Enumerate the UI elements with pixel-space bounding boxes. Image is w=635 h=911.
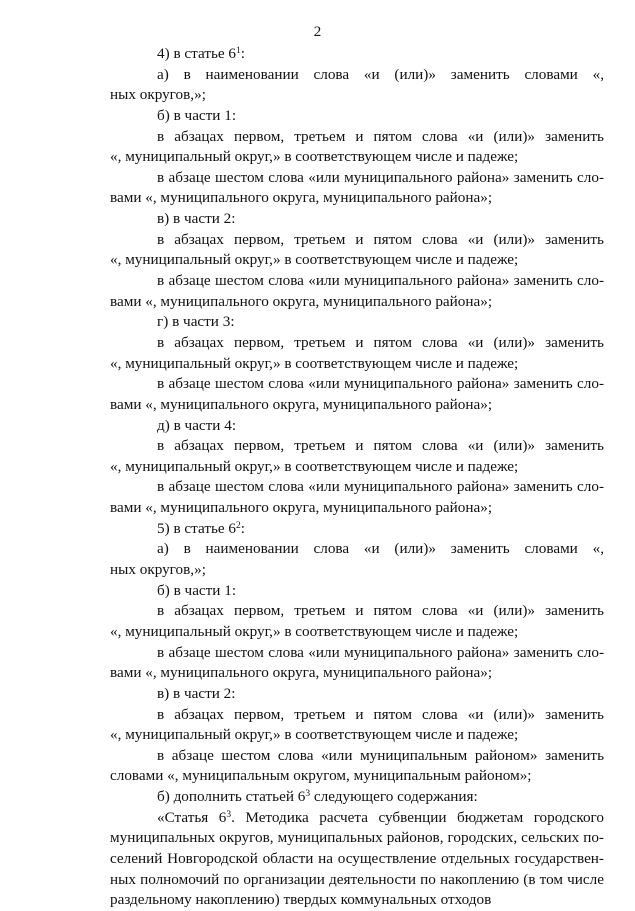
text-line xyxy=(110,519,604,540)
line-text: «, муниципальный округ,» в соответствующем числе и падеже; xyxy=(110,457,519,475)
document-body xyxy=(110,44,604,911)
text-line xyxy=(110,436,604,457)
text-line xyxy=(110,787,604,808)
line-text: «, муниципальный округ,» в соответствующем числе и падеже; xyxy=(110,354,519,372)
line-text: в абзаце шестом слова «или муниципального района» заменить сло- xyxy=(157,272,604,290)
line-text: в) в части 2: xyxy=(157,684,236,702)
text-line xyxy=(110,271,604,292)
superscript: 3 xyxy=(305,789,311,800)
line-text-continued: следующего содержания: xyxy=(310,788,478,806)
text-line xyxy=(110,849,604,870)
text-line xyxy=(110,601,604,622)
line-text: в абзацах первом, третьем и пятом слова «и (или)» заменить xyxy=(157,127,604,145)
text-line xyxy=(110,766,604,787)
line-text-continued: . Методика расчета субвенции бюджетам городского xyxy=(231,808,604,826)
line-text: ных полномочий по организации деятельности по накоплению (в том числе xyxy=(110,870,604,888)
line-text: в абзаце шестом слова «или муниципальным районом» заменить xyxy=(157,746,604,764)
line-text-continued: : xyxy=(240,519,246,537)
line-text: в абзацах первом, третьем и пятом слова «и (или)» заменить xyxy=(157,333,604,351)
text-line xyxy=(110,746,604,767)
text-line xyxy=(110,312,604,333)
line-text: словами «, муниципальным округом, муниципальным районом»; xyxy=(110,767,532,785)
text-line xyxy=(110,539,604,560)
text-line xyxy=(110,230,604,251)
text-line xyxy=(110,168,604,189)
text-line xyxy=(110,292,604,313)
line-text: 4) в статье 6 xyxy=(157,45,237,62)
text-line xyxy=(110,395,604,416)
text-line xyxy=(110,85,604,106)
line-text: вами «, муниципального округа, муниципального района»; xyxy=(110,395,493,413)
line-text: «, муниципальный округ,» в соответствующем числе и падеже; xyxy=(110,148,519,166)
text-line xyxy=(110,808,604,829)
line-text: вами «, муниципального округа, муниципального района»; xyxy=(110,499,493,517)
text-line xyxy=(110,828,604,849)
text-line xyxy=(110,65,604,86)
line-text: в) в части 2: xyxy=(157,210,236,228)
line-text: д) в части 4: xyxy=(157,416,237,434)
text-line xyxy=(110,188,604,209)
text-line xyxy=(110,374,604,395)
superscript: 1 xyxy=(236,46,241,56)
text-line xyxy=(110,127,604,148)
line-text: в абзаце шестом слова «или муниципального района» заменить сло- xyxy=(157,375,604,393)
text-line xyxy=(110,705,604,726)
text-line xyxy=(110,106,604,127)
text-line xyxy=(110,643,604,664)
text-line xyxy=(110,498,604,519)
text-line xyxy=(110,416,604,437)
text-line xyxy=(110,870,604,891)
line-text: вами «, муниципального округа, муниципального района»; xyxy=(110,664,493,682)
text-line xyxy=(110,684,604,705)
text-line xyxy=(110,622,604,643)
line-text: в абзацах первом, третьем и пятом слова «и (или)» заменить xyxy=(157,437,604,455)
line-text: г) в части 3: xyxy=(157,313,235,331)
line-text: а) в наименовании слова «и (или)» заменить словами «, xyxy=(157,540,604,558)
line-text: раздельному накоплению) твердых коммунальных отходов xyxy=(110,891,492,909)
text-line xyxy=(110,725,604,746)
line-text: 5) в статье 6 xyxy=(157,519,237,537)
line-text: а) в наименовании слова «и (или)» заменить словами «, xyxy=(157,65,604,83)
line-text: «Статья 6 xyxy=(157,808,227,826)
text-line xyxy=(110,477,604,498)
line-text: в абзацах первом, третьем и пятом слова «и (или)» заменить xyxy=(157,705,604,723)
line-text: «, муниципальный округ,» в соответствующем числе и падеже; xyxy=(110,726,519,744)
text-line xyxy=(110,663,604,684)
line-text: б) в части 1: xyxy=(157,581,237,599)
line-text: муниципальных округов, муниципальных районов, городских, сельских по- xyxy=(110,829,604,847)
text-line xyxy=(110,333,604,354)
line-text: в абзацах первом, третьем и пятом слова «и (или)» заменить xyxy=(157,602,604,620)
text-line xyxy=(110,581,604,602)
text-line xyxy=(110,354,604,375)
text-line xyxy=(110,457,604,478)
text-line xyxy=(110,560,604,581)
page-number: 2 xyxy=(313,24,322,40)
line-text: в абзаце шестом слова «или муниципального района» заменить сло- xyxy=(157,643,604,661)
line-text: «, муниципальный округ,» в соответствующем числе и падеже; xyxy=(110,251,519,269)
line-text: вами «, муниципального округа, муниципального района»; xyxy=(110,292,493,310)
text-line xyxy=(110,209,604,230)
line-text: в абзаце шестом слова «или муниципального района» заменить сло- xyxy=(157,478,604,496)
line-text: б) дополнить статьей 6 xyxy=(157,788,306,806)
superscript: 3 xyxy=(226,809,232,820)
text-line xyxy=(110,147,604,168)
text-line xyxy=(110,250,604,271)
line-text: ных округов,»; xyxy=(110,86,206,104)
line-text: вами «, муниципального округа, муниципального района»; xyxy=(110,189,493,207)
superscript: 2 xyxy=(236,520,241,531)
line-text: б) в части 1: xyxy=(157,106,237,124)
line-text: в абзаце шестом слова «или муниципального района» заменить сло- xyxy=(157,168,604,186)
text-line xyxy=(110,44,604,65)
line-text-continued: : xyxy=(240,45,246,62)
line-text: селений Новгородской области на осуществление отдельных государствен- xyxy=(110,849,604,867)
line-text: ных округов,»; xyxy=(110,561,206,579)
line-text: в абзацах первом, третьем и пятом слова «и (или)» заменить xyxy=(157,230,604,248)
line-text: «, муниципальный округ,» в соответствующем числе и падеже; xyxy=(110,622,519,640)
text-line xyxy=(110,890,604,911)
